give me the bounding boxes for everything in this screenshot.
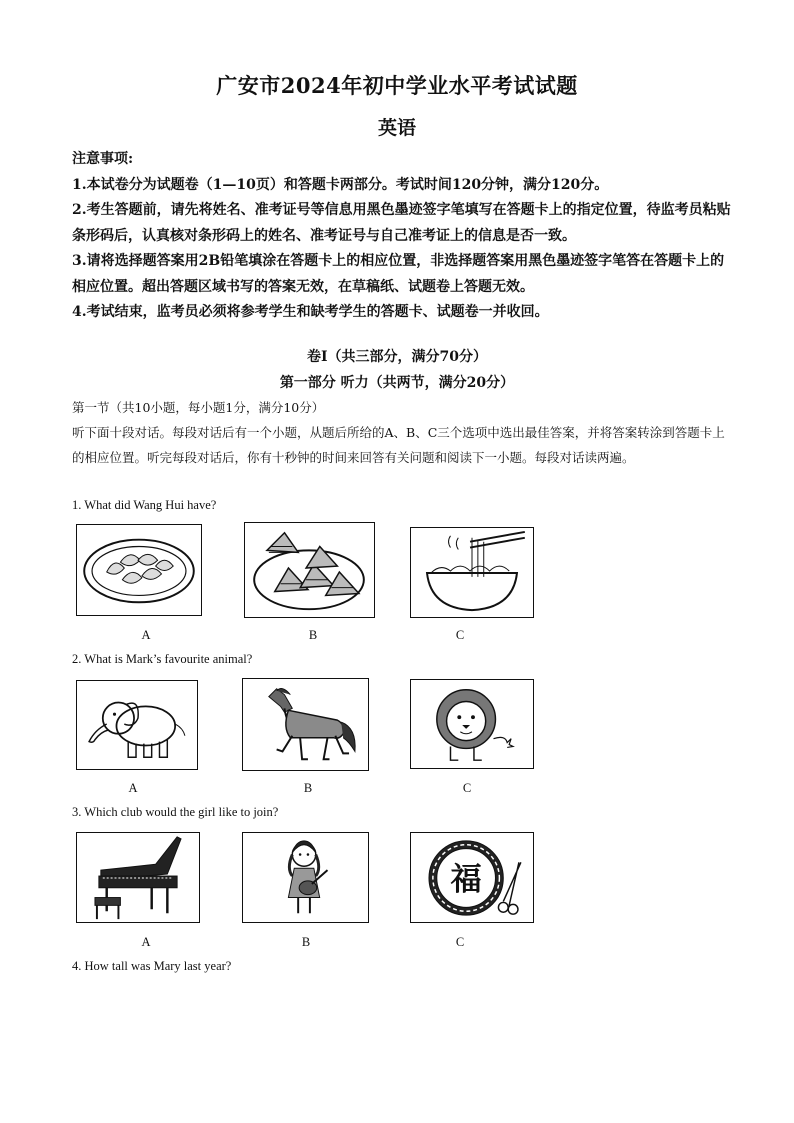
elephant-icon — [77, 681, 197, 769]
option-2c-label: C — [462, 781, 472, 795]
option-1c-label: C — [455, 628, 465, 642]
piano-icon — [77, 833, 199, 922]
option-2b-image[interactable] — [242, 678, 369, 771]
option-1b-image[interactable] — [244, 522, 375, 618]
option-3c-image[interactable] — [410, 832, 534, 923]
option-2c-image[interactable] — [410, 679, 534, 769]
question-2: 2. What is Mark’s favourite animal? — [72, 652, 253, 666]
fu-character: 福 — [450, 861, 482, 898]
section1-instructions: 听下面十段对话。每段对话后有一个小题，从题后所给的A、B、C三个选项中选出最佳答案，并将答案转涂到答题卡上的相应位置。听完每段对话后，你有十秒钟的时间来回答有关问题和阅读下一小题。每段对话读两遍。 — [72, 425, 725, 465]
option-1a-image[interactable] — [76, 524, 202, 616]
noodles-icon — [411, 528, 533, 617]
guitar-girl-icon — [243, 833, 368, 922]
option-2b-label: B — [303, 781, 313, 795]
question-1: 1. What did Wang Hui have? — [72, 498, 217, 512]
note-item-4: 4.考试结束，监考员必须将参考学生和缺考学生的答题卡、试题卷一并收回。 — [72, 304, 549, 320]
question-3: 3. Which club would the girl like to join? — [72, 805, 279, 819]
exam-title: 广安市2024年初中学业水平考试试题 — [216, 73, 578, 98]
option-2a-image[interactable] — [76, 680, 198, 770]
option-1c-image[interactable] — [410, 527, 534, 618]
option-1a-label: A — [141, 628, 151, 642]
option-3b-image[interactable] — [242, 832, 369, 923]
option-3c-label: C — [455, 935, 465, 949]
notes-heading: 注意事项: — [72, 151, 134, 167]
section1-title: 第一节（共10小题，每小题1分，满分10分） — [72, 400, 325, 415]
notes-block — [72, 147, 736, 326]
option-3a-label: A — [141, 935, 151, 949]
exam-subject: 英语 — [377, 117, 416, 139]
option-3b-label: B — [301, 935, 311, 949]
note-item-3: 3.请将选择题答案用2B铅笔填涂在答题卡上的相应位置，非选择题答案用黑色墨迹签字笔答在答题卡上的相应位置。超出答题区域书写的答案无效，在草稿纸、试题卷上答题无效。 — [72, 253, 725, 295]
horse-icon — [243, 679, 368, 770]
zongzi-icon — [245, 523, 374, 617]
option-2a-label: A — [128, 781, 138, 795]
volume-heading: 卷Ⅰ（共三部分，满分70分） — [306, 349, 488, 365]
note-item-2: 2.考生答题前，请先将姓名、准考证号等信息用黑色墨迹签字笔填写在答题卡上的指定位置，待监考员粘贴条形码后，认真核对条形码上的姓名、准考证号与自己准考证上的信息是否一致。 — [72, 202, 731, 244]
option-1b-label: B — [308, 628, 318, 642]
note-item-1: 1.本试卷分为试题卷（1—10页）和答题卡两部分。考试时间120分钟，满分120分。 — [72, 176, 609, 193]
option-3a-image[interactable] — [76, 832, 200, 923]
part1-heading: 第一部分 听力（共两节，满分20分） — [279, 375, 515, 391]
lion-icon — [411, 680, 533, 768]
paper-cutting-icon — [411, 833, 533, 922]
dumplings-icon — [77, 525, 201, 615]
question-4: 4. How tall was Mary last year? — [72, 959, 232, 973]
